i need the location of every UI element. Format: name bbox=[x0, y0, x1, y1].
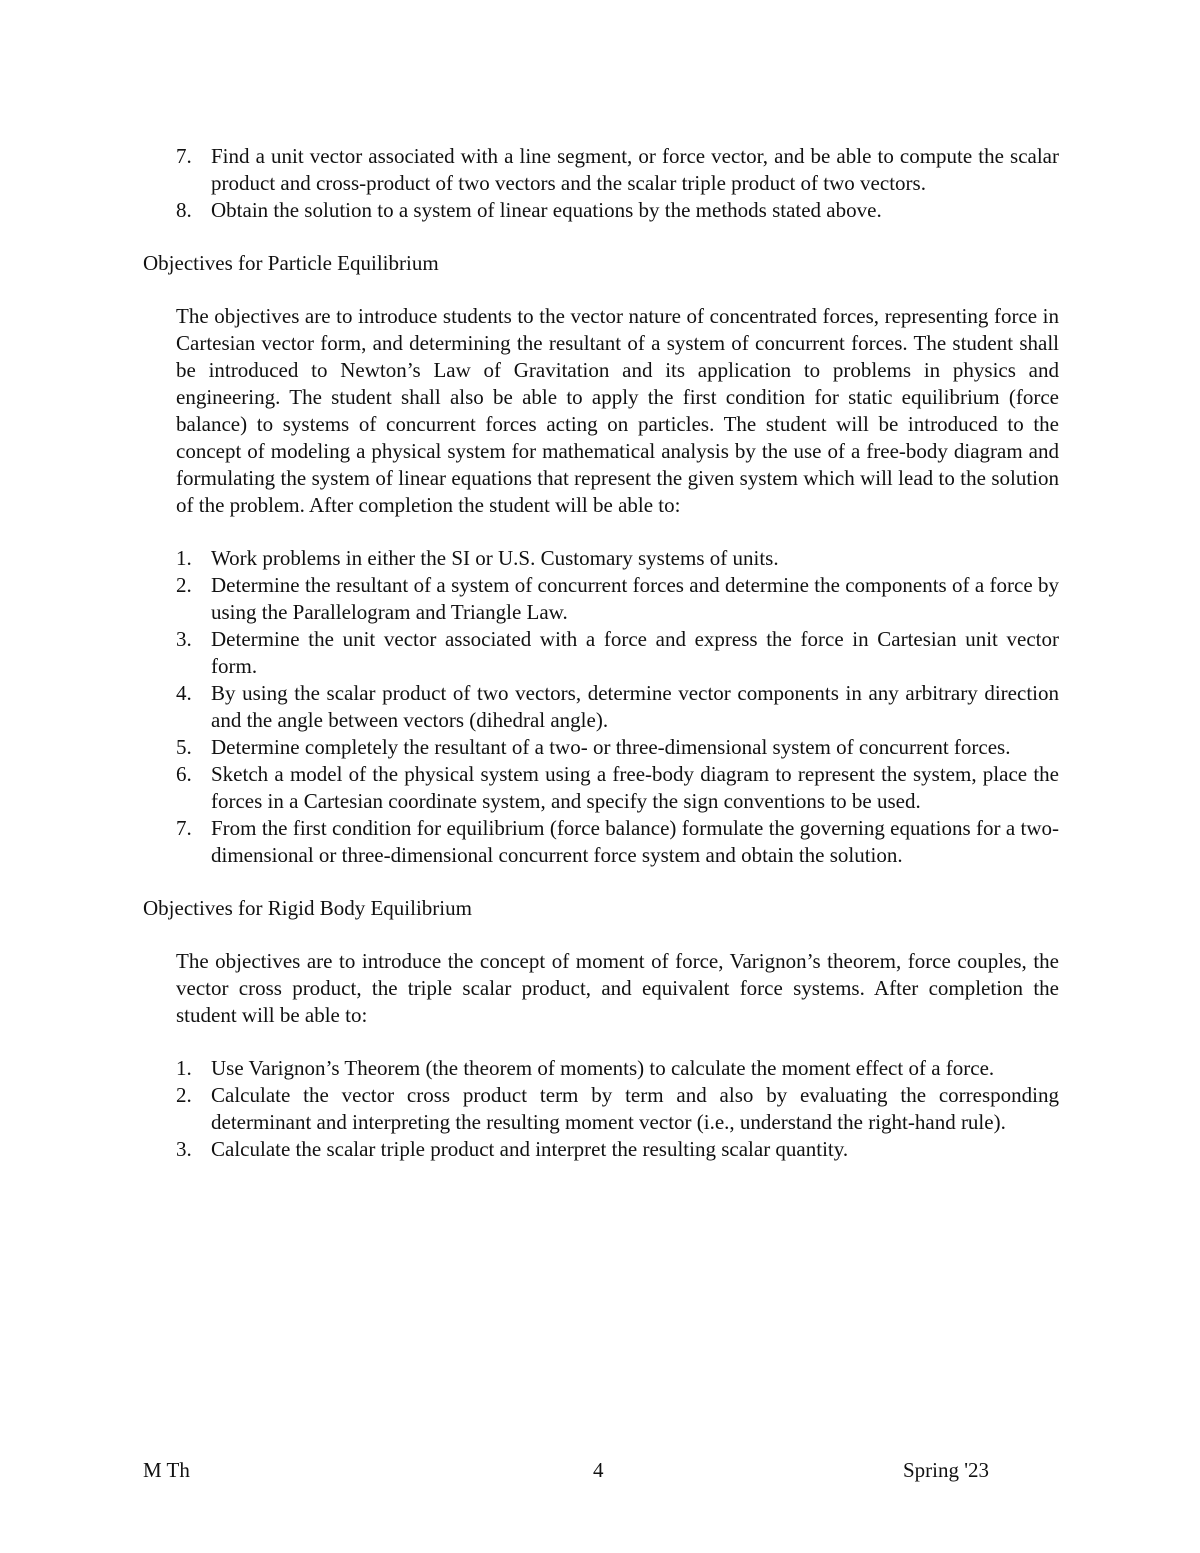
list-item bbox=[143, 545, 1059, 572]
item-number: 1. bbox=[176, 1056, 192, 1080]
item-text: Sketch a model of the physical system using a free-body diagram to represent the system, place the forces in a Cartesian coordinate system, and specify the sign conventions to be used. bbox=[211, 762, 1059, 813]
list-item bbox=[143, 680, 1059, 734]
item-number: 4. bbox=[176, 681, 192, 705]
top-objective-list bbox=[143, 143, 1059, 224]
spacer bbox=[143, 277, 1059, 303]
item-text: Find a unit vector associated with a line segment, or force vector, and be able to compute the scalar product and cross-product of two vectors and the scalar triple product of two vectors. bbox=[211, 144, 1059, 195]
list-item bbox=[143, 572, 1059, 626]
item-text: From the first condition for equilibrium (force balance) formulate the governing equations for a two-dimensional or three-dimensional concurrent force system and obtain the solution. bbox=[211, 816, 1059, 867]
particle-objective-list bbox=[143, 545, 1059, 869]
item-number: 8. bbox=[176, 198, 192, 222]
list-item bbox=[143, 761, 1059, 815]
item-text: Calculate the vector cross product term by term and also by evaluating the corresponding determinant and interpreting the resulting moment vector (i.e., understand the right-hand rule). bbox=[211, 1083, 1059, 1134]
list-item bbox=[143, 1082, 1059, 1136]
item-number: 7. bbox=[176, 144, 192, 168]
section-heading-rigid-body: Objectives for Rigid Body Equilibrium bbox=[143, 896, 472, 920]
spacer bbox=[143, 922, 1059, 948]
item-number: 3. bbox=[176, 627, 192, 651]
item-number: 2. bbox=[176, 573, 192, 597]
spacer bbox=[143, 224, 1059, 250]
list-item bbox=[143, 734, 1059, 761]
item-number: 6. bbox=[176, 762, 192, 786]
item-text: Determine the unit vector associated with a force and express the force in Cartesian unit vector form. bbox=[211, 627, 1059, 678]
item-text: By using the scalar product of two vectors, determine vector components in any arbitrary direction and the angle between vectors (dihedral angle). bbox=[211, 681, 1059, 732]
spacer bbox=[143, 869, 1059, 895]
item-text: Use Varignon’s Theorem (the theorem of moments) to calculate the moment effect of a force. bbox=[211, 1056, 995, 1080]
section-heading-particle: Objectives for Particle Equilibrium bbox=[143, 251, 439, 275]
footer-course-code: M Th bbox=[143, 1458, 190, 1482]
item-text: Obtain the solution to a system of linear equations by the methods stated above. bbox=[211, 198, 882, 222]
item-text: Determine the resultant of a system of concurrent forces and determine the components of a force by using the Parallelogram and Triangle Law. bbox=[211, 573, 1059, 624]
list-item bbox=[143, 143, 1059, 197]
rigid-intro-paragraph: The objectives are to introduce the concept of moment of force, Varignon’s theorem, force couples, the vector cross product, the triple scalar product, and equivalent force systems. After completion the student will be able to: bbox=[176, 949, 1059, 1027]
item-number: 7. bbox=[176, 816, 192, 840]
page-footer bbox=[143, 1457, 989, 1487]
item-text: Work problems in either the SI or U.S. Customary systems of units. bbox=[211, 546, 779, 570]
spacer bbox=[143, 1029, 1059, 1055]
page-content bbox=[143, 143, 1059, 1163]
page-number: 4 bbox=[593, 1458, 604, 1482]
item-number: 5. bbox=[176, 735, 192, 759]
list-item bbox=[143, 1136, 1059, 1163]
spacer bbox=[143, 519, 1059, 545]
item-text: Calculate the scalar triple product and interpret the resulting scalar quantity. bbox=[211, 1137, 849, 1161]
item-number: 3. bbox=[176, 1137, 192, 1161]
particle-intro-paragraph: The objectives are to introduce students to the vector nature of concentrated forces, representing force in Cartesian vector form, and determining the resultant of a system of concurrent forces. The student shall be introduced to Newton’s Law of Gravitation and its application to problems in physics and engineering. The student shall also be able to apply the first condition for static equilibrium (force balance) to systems of concurrent forces acting on particles. The student will be introduced to the concept of modeling a physical system for mathematical analysis by the use of a free-body diagram and formulating the system of linear equations that represent the given system which will lead to the solution of the problem. After completion the student will be able to: bbox=[176, 304, 1059, 517]
list-item bbox=[143, 815, 1059, 869]
footer-term: Spring '23 bbox=[902, 1458, 989, 1482]
list-item bbox=[143, 1055, 1059, 1082]
list-item bbox=[143, 197, 1059, 224]
item-text: Determine completely the resultant of a two- or three-dimensional system of concurrent forces. bbox=[211, 735, 1011, 759]
list-item bbox=[143, 626, 1059, 680]
item-number: 1. bbox=[176, 546, 192, 570]
item-number: 2. bbox=[176, 1083, 192, 1107]
rigid-objective-list bbox=[143, 1055, 1059, 1163]
